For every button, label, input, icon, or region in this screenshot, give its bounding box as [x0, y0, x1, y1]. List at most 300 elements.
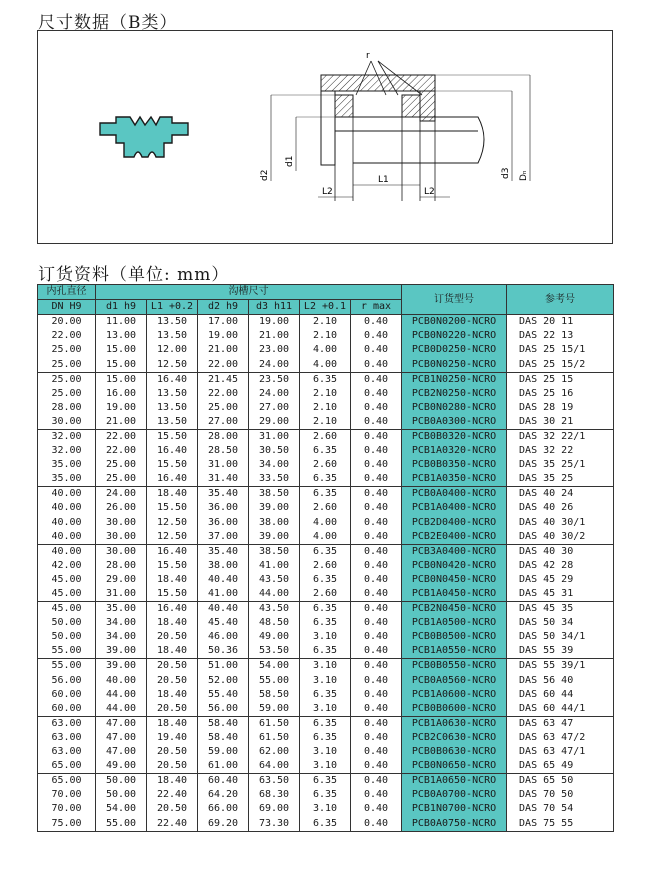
dimension-cell: 0.40 — [351, 802, 402, 816]
dimension-cell: 6.35 — [300, 731, 351, 745]
dimension-cell: 15.50 — [147, 559, 198, 573]
dimension-cell: 58.40 — [198, 716, 249, 731]
dimension-cell: 70.00 — [38, 788, 96, 802]
dimension-cell: 6.35 — [300, 372, 351, 387]
dimension-cell: 22.00 — [96, 444, 147, 458]
order-code-cell: PCB1A0450-NCRO — [402, 587, 507, 602]
dimension-cell: 20.50 — [147, 759, 198, 774]
table-row — [38, 587, 614, 602]
dimension-cell: 6.35 — [300, 602, 351, 617]
dimension-cell: 25.00 — [38, 372, 96, 387]
dimension-cell: 46.00 — [198, 630, 249, 644]
drawing-frame — [37, 30, 613, 244]
header-ref: 参考号 — [507, 285, 614, 315]
dimension-cell: 0.40 — [351, 774, 402, 789]
dimension-cell: 2.60 — [300, 501, 351, 515]
reference-cell: DAS 28 19 — [507, 401, 614, 415]
reference-cell: DAS 40 24 — [507, 487, 614, 502]
dimension-cell: 4.00 — [300, 357, 351, 372]
order-code-cell: PCB1A0550-NCRO — [402, 644, 507, 659]
reference-cell: DAS 20 11 — [507, 315, 614, 330]
dimension-cell: 23.50 — [249, 372, 300, 387]
dimension-cell: 2.60 — [300, 458, 351, 472]
reference-cell: DAS 40 30 — [507, 544, 614, 559]
dimension-cell: 41.00 — [249, 559, 300, 573]
dimension-cell: 44.00 — [96, 702, 147, 717]
order-code-cell: PCB1N0250-NCRO — [402, 372, 507, 387]
dimension-cell: 32.00 — [38, 429, 96, 444]
dimension-cell: 61.00 — [198, 759, 249, 774]
header-order: 订货型号 — [402, 285, 507, 315]
dimension-cell: 3.10 — [300, 759, 351, 774]
table-row — [38, 458, 614, 472]
order-code-cell: PCB3A0400-NCRO — [402, 544, 507, 559]
order-code-cell: PCB0N0420-NCRO — [402, 559, 507, 573]
dimension-cell: 24.00 — [96, 487, 147, 502]
dimension-cell: 25.00 — [38, 357, 96, 372]
order-code-cell: PCB1A0650-NCRO — [402, 774, 507, 789]
dimension-cell: 41.00 — [198, 587, 249, 602]
seal-drawing — [38, 31, 614, 245]
dimension-cell: 40.00 — [38, 530, 96, 545]
dimension-cell: 38.50 — [249, 487, 300, 502]
reference-cell: DAS 22 13 — [507, 329, 614, 343]
dimension-cell: 28.00 — [96, 559, 147, 573]
ordering-table — [37, 284, 614, 832]
dimension-cell: 26.00 — [96, 501, 147, 515]
dimension-cell: 22.40 — [147, 816, 198, 831]
table-row — [38, 759, 614, 774]
dimension-cell: 20.50 — [147, 745, 198, 759]
label-d2: d2 — [260, 169, 270, 181]
section-title-ordering: 订货资料（单位: mm） — [38, 265, 230, 285]
dimension-cell: 31.00 — [198, 458, 249, 472]
dimension-cell: 66.00 — [198, 802, 249, 816]
dimension-cell: 30.00 — [96, 544, 147, 559]
table-row — [38, 630, 614, 644]
dimension-cell: 16.40 — [147, 544, 198, 559]
order-code-cell: PCB0A0700-NCRO — [402, 788, 507, 802]
dimension-cell: 28.00 — [198, 429, 249, 444]
reference-cell: DAS 50 34 — [507, 616, 614, 630]
dimension-cell: 0.40 — [351, 401, 402, 415]
dimension-cell: 35.00 — [38, 472, 96, 487]
dimension-cell: 21.45 — [198, 372, 249, 387]
order-code-cell: PCB0B0320-NCRO — [402, 429, 507, 444]
dimension-cell: 20.50 — [147, 802, 198, 816]
table-row — [38, 372, 614, 387]
reference-cell: DAS 45 31 — [507, 587, 614, 602]
table-row — [38, 731, 614, 745]
dimension-cell: 6.35 — [300, 688, 351, 702]
order-code-cell: PCB1A0500-NCRO — [402, 616, 507, 630]
dimension-cell: 0.40 — [351, 516, 402, 530]
dimension-cell: 22.00 — [38, 329, 96, 343]
dimension-cell: 0.40 — [351, 602, 402, 617]
dimension-cell: 27.00 — [198, 415, 249, 430]
dimension-cell: 0.40 — [351, 573, 402, 587]
dimension-cell: 39.00 — [249, 530, 300, 545]
dimension-cell: 0.40 — [351, 372, 402, 387]
table-row — [38, 702, 614, 717]
dimension-cell: 16.40 — [147, 372, 198, 387]
dimension-cell: 63.00 — [38, 716, 96, 731]
order-code-cell: PCB0N0450-NCRO — [402, 573, 507, 587]
reference-cell: DAS 40 30/2 — [507, 530, 614, 545]
dimension-cell: 55.40 — [198, 688, 249, 702]
table-row — [38, 745, 614, 759]
col-l1: L1 +0.2 — [147, 300, 198, 315]
dimension-cell: 33.50 — [249, 472, 300, 487]
dimension-cell: 54.00 — [249, 659, 300, 674]
dimension-cell: 20.50 — [147, 659, 198, 674]
dimension-cell: 18.40 — [147, 644, 198, 659]
table-body — [38, 315, 614, 831]
dimension-cell: 13.00 — [96, 329, 147, 343]
dimension-cell: 16.00 — [96, 387, 147, 401]
dimension-cell: 0.40 — [351, 788, 402, 802]
dimension-cell: 13.50 — [147, 401, 198, 415]
reference-cell: DAS 35 25 — [507, 472, 614, 487]
reference-cell: DAS 75 55 — [507, 816, 614, 831]
dimension-cell: 0.40 — [351, 716, 402, 731]
dimension-cell: 30.50 — [249, 444, 300, 458]
dimension-cell: 6.35 — [300, 788, 351, 802]
dimension-cell: 0.40 — [351, 343, 402, 357]
dimension-cell: 0.40 — [351, 630, 402, 644]
order-code-cell: PCB2D0400-NCRO — [402, 516, 507, 530]
dimension-cell: 3.10 — [300, 745, 351, 759]
dimension-cell: 39.00 — [96, 659, 147, 674]
dimension-cell: 18.40 — [147, 774, 198, 789]
dimension-cell: 56.00 — [38, 674, 96, 688]
dimension-cell: 18.40 — [147, 573, 198, 587]
table-row — [38, 659, 614, 674]
order-code-cell: PCB1A0350-NCRO — [402, 472, 507, 487]
dimension-cell: 50.36 — [198, 644, 249, 659]
dimension-cell: 0.40 — [351, 315, 402, 330]
dimension-cell: 52.00 — [198, 674, 249, 688]
table-row — [38, 387, 614, 401]
dimension-cell: 34.00 — [96, 630, 147, 644]
dimension-cell: 2.60 — [300, 587, 351, 602]
dimension-cell: 31.40 — [198, 472, 249, 487]
order-code-cell: PCB1N0700-NCRO — [402, 802, 507, 816]
reference-cell: DAS 30 21 — [507, 415, 614, 430]
dimension-cell: 29.00 — [249, 415, 300, 430]
dimension-cell: 55.00 — [38, 644, 96, 659]
dimension-cell: 0.40 — [351, 387, 402, 401]
dimension-cell: 2.10 — [300, 387, 351, 401]
table-row — [38, 530, 614, 545]
dimension-cell: 6.35 — [300, 716, 351, 731]
table-row — [38, 357, 614, 372]
dimension-cell: 22.00 — [198, 387, 249, 401]
dimension-cell: 35.00 — [96, 602, 147, 617]
seal-profile-icon — [100, 117, 188, 157]
dimension-cell: 15.50 — [147, 429, 198, 444]
reference-cell: DAS 40 26 — [507, 501, 614, 515]
table-row — [38, 716, 614, 731]
table-row — [38, 315, 614, 330]
table-row — [38, 774, 614, 789]
dimension-cell: 15.00 — [96, 343, 147, 357]
table-row — [38, 444, 614, 458]
dimension-cell: 30.00 — [96, 516, 147, 530]
dimension-cell: 65.00 — [38, 759, 96, 774]
dimension-cell: 45.00 — [38, 573, 96, 587]
dimension-cell: 59.00 — [249, 702, 300, 717]
table-row — [38, 816, 614, 831]
reference-cell: DAS 50 34/1 — [507, 630, 614, 644]
dimension-cell: 38.00 — [198, 559, 249, 573]
dimension-cell: 13.50 — [147, 415, 198, 430]
dimension-cell: 2.10 — [300, 401, 351, 415]
col-d2: d2 h9 — [198, 300, 249, 315]
dimension-cell: 25.00 — [38, 343, 96, 357]
dimension-cell: 20.50 — [147, 630, 198, 644]
order-code-cell: PCB1A0630-NCRO — [402, 716, 507, 731]
table-row — [38, 472, 614, 487]
dimension-cell: 27.00 — [249, 401, 300, 415]
dimension-cell: 45.00 — [38, 602, 96, 617]
dimension-cell: 31.00 — [249, 429, 300, 444]
dimension-cell: 0.40 — [351, 444, 402, 458]
dimension-cell: 15.50 — [147, 587, 198, 602]
table-row — [38, 644, 614, 659]
dimension-cell: 61.50 — [249, 731, 300, 745]
dimension-cell: 40.00 — [38, 501, 96, 515]
dimension-cell: 25.00 — [96, 458, 147, 472]
dimension-cell: 40.00 — [38, 544, 96, 559]
reference-cell: DAS 56 40 — [507, 674, 614, 688]
label-dn: Dₙ — [519, 170, 529, 181]
dimension-cell: 4.00 — [300, 530, 351, 545]
dimension-cell: 18.40 — [147, 487, 198, 502]
dimension-cell: 58.50 — [249, 688, 300, 702]
dimension-cell: 15.50 — [147, 458, 198, 472]
dimension-cell: 20.00 — [38, 315, 96, 330]
dimension-cell: 30.00 — [96, 530, 147, 545]
dimension-cell: 19.40 — [147, 731, 198, 745]
reference-cell: DAS 35 25/1 — [507, 458, 614, 472]
table-row — [38, 559, 614, 573]
table-row — [38, 573, 614, 587]
reference-cell: DAS 25 15/1 — [507, 343, 614, 357]
dimension-cell: 0.40 — [351, 487, 402, 502]
dimension-cell: 0.40 — [351, 816, 402, 831]
dimension-cell: 40.40 — [198, 573, 249, 587]
dimension-cell: 16.40 — [147, 472, 198, 487]
dimension-cell: 3.10 — [300, 630, 351, 644]
dimension-cell: 13.50 — [147, 329, 198, 343]
dimension-cell: 21.00 — [96, 415, 147, 430]
dimension-cell: 25.00 — [38, 387, 96, 401]
dimension-cell: 38.00 — [249, 516, 300, 530]
dimension-cell: 0.40 — [351, 429, 402, 444]
dimension-cell: 35.40 — [198, 487, 249, 502]
dimension-cell: 6.35 — [300, 487, 351, 502]
order-code-cell: PCB0B0550-NCRO — [402, 659, 507, 674]
dimension-cell: 6.35 — [300, 444, 351, 458]
dimension-cell: 2.10 — [300, 315, 351, 330]
dimension-cell: 44.00 — [96, 688, 147, 702]
reference-cell: DAS 63 47/1 — [507, 745, 614, 759]
dimension-cell: 35.00 — [38, 458, 96, 472]
dimension-cell: 30.00 — [38, 415, 96, 430]
table-row — [38, 802, 614, 816]
dimension-cell: 32.00 — [38, 444, 96, 458]
dimension-cell: 55.00 — [96, 816, 147, 831]
dimension-cell: 22.40 — [147, 788, 198, 802]
dimension-cell: 50.00 — [38, 616, 96, 630]
reference-cell: DAS 70 50 — [507, 788, 614, 802]
dimension-cell: 12.50 — [147, 516, 198, 530]
order-code-cell: PCB0N0280-NCRO — [402, 401, 507, 415]
dimension-cell: 58.40 — [198, 731, 249, 745]
dimension-cell: 0.40 — [351, 616, 402, 630]
dimension-cell: 23.00 — [249, 343, 300, 357]
dimension-cell: 0.40 — [351, 357, 402, 372]
dimension-cell: 12.50 — [147, 357, 198, 372]
dimension-cell: 3.10 — [300, 802, 351, 816]
dimension-cell: 21.00 — [249, 329, 300, 343]
order-code-cell: PCB0B0630-NCRO — [402, 745, 507, 759]
dimension-cell: 62.00 — [249, 745, 300, 759]
dimension-cell: 19.00 — [198, 329, 249, 343]
dimension-cell: 39.00 — [96, 644, 147, 659]
reference-cell: DAS 25 15/2 — [507, 357, 614, 372]
dimension-cell: 6.35 — [300, 616, 351, 630]
order-code-cell: PCB0A0750-NCRO — [402, 816, 507, 831]
dimension-cell: 6.35 — [300, 573, 351, 587]
dimension-cell: 0.40 — [351, 415, 402, 430]
dimension-cell: 50.00 — [96, 774, 147, 789]
dimension-cell: 50.00 — [38, 630, 96, 644]
dimension-cell: 31.00 — [96, 587, 147, 602]
dimension-cell: 38.50 — [249, 544, 300, 559]
dimension-cell: 24.00 — [249, 387, 300, 401]
dimension-cell: 47.00 — [96, 731, 147, 745]
dimension-cell: 34.00 — [249, 458, 300, 472]
dimension-cell: 43.50 — [249, 573, 300, 587]
dimension-cell: 47.00 — [96, 716, 147, 731]
label-l1: L1 — [378, 175, 389, 185]
dimension-cell: 13.50 — [147, 315, 198, 330]
dimension-cell: 16.40 — [147, 444, 198, 458]
table-row — [38, 415, 614, 430]
dimension-cell: 36.00 — [198, 516, 249, 530]
reference-cell: DAS 60 44/1 — [507, 702, 614, 717]
reference-cell: DAS 40 30/1 — [507, 516, 614, 530]
order-code-cell: PCB2E0400-NCRO — [402, 530, 507, 545]
order-code-cell: PCB0A0400-NCRO — [402, 487, 507, 502]
dimension-cell: 44.00 — [249, 587, 300, 602]
dimension-cell: 2.60 — [300, 429, 351, 444]
dimension-cell: 69.20 — [198, 816, 249, 831]
dimension-cell: 40.00 — [38, 516, 96, 530]
dimension-cell: 40.00 — [96, 674, 147, 688]
dimension-cell: 49.00 — [96, 759, 147, 774]
dimension-cell: 50.00 — [96, 788, 147, 802]
dimension-cell: 0.40 — [351, 587, 402, 602]
reference-cell: DAS 55 39 — [507, 644, 614, 659]
dimension-cell: 18.40 — [147, 716, 198, 731]
dimension-cell: 6.35 — [300, 816, 351, 831]
dimension-cell: 3.10 — [300, 659, 351, 674]
table-row — [38, 501, 614, 515]
dimension-cell: 34.00 — [96, 616, 147, 630]
dimension-cell: 29.00 — [96, 573, 147, 587]
dimension-cell: 0.40 — [351, 559, 402, 573]
table-row — [38, 688, 614, 702]
dimension-cell: 6.35 — [300, 472, 351, 487]
dimension-cell: 0.40 — [351, 702, 402, 717]
dimension-cell: 70.00 — [38, 802, 96, 816]
reference-cell: DAS 63 47 — [507, 716, 614, 731]
dimension-cell: 0.40 — [351, 501, 402, 515]
reference-cell: DAS 45 29 — [507, 573, 614, 587]
label-d3: d3 — [501, 167, 511, 179]
table-row — [38, 616, 614, 630]
reference-cell: DAS 65 50 — [507, 774, 614, 789]
dimension-cell: 0.40 — [351, 544, 402, 559]
label-r: r — [366, 51, 370, 61]
dimension-cell: 49.00 — [249, 630, 300, 644]
table-row — [38, 544, 614, 559]
dimension-cell: 15.00 — [96, 372, 147, 387]
dimension-cell: 61.50 — [249, 716, 300, 731]
dimension-cell: 4.00 — [300, 343, 351, 357]
header-groove: 沟槽尺寸 — [96, 285, 402, 300]
table-row — [38, 401, 614, 415]
dimension-cell: 22.00 — [96, 429, 147, 444]
dimension-cell: 0.40 — [351, 659, 402, 674]
order-code-cell: PCB2N0250-NCRO — [402, 387, 507, 401]
order-code-cell: PCB1A0320-NCRO — [402, 444, 507, 458]
dimension-cell: 0.40 — [351, 644, 402, 659]
order-code-cell: PCB0A0560-NCRO — [402, 674, 507, 688]
dimension-cell: 3.10 — [300, 702, 351, 717]
col-l2: L2 +0.1 — [300, 300, 351, 315]
dimension-cell: 69.00 — [249, 802, 300, 816]
dimension-cell: 2.10 — [300, 329, 351, 343]
dimension-cell: 25.00 — [96, 472, 147, 487]
table-row — [38, 674, 614, 688]
order-code-cell: PCB0D0250-NCRO — [402, 343, 507, 357]
header-bore: 内孔直径 — [38, 285, 96, 300]
label-l2-right: L2 — [424, 187, 435, 197]
dimension-cell: 2.10 — [300, 415, 351, 430]
dimension-cell: 73.30 — [249, 816, 300, 831]
order-code-cell: PCB0N0650-NCRO — [402, 759, 507, 774]
dimension-cell: 6.35 — [300, 774, 351, 789]
dimension-cell: 19.00 — [249, 315, 300, 330]
dimension-cell: 68.30 — [249, 788, 300, 802]
order-code-cell: PCB2C0630-NCRO — [402, 731, 507, 745]
dimension-cell: 19.00 — [96, 401, 147, 415]
dimension-cell: 36.00 — [198, 501, 249, 515]
dimension-cell: 45.40 — [198, 616, 249, 630]
dimension-cell: 53.50 — [249, 644, 300, 659]
order-code-cell: PCB0B0500-NCRO — [402, 630, 507, 644]
dimension-cell: 60.00 — [38, 688, 96, 702]
reference-cell: DAS 63 47/2 — [507, 731, 614, 745]
order-code-cell: PCB1A0600-NCRO — [402, 688, 507, 702]
order-code-cell: PCB0N0200-NCRO — [402, 315, 507, 330]
label-d1: d1 — [285, 155, 295, 167]
table-row — [38, 487, 614, 502]
